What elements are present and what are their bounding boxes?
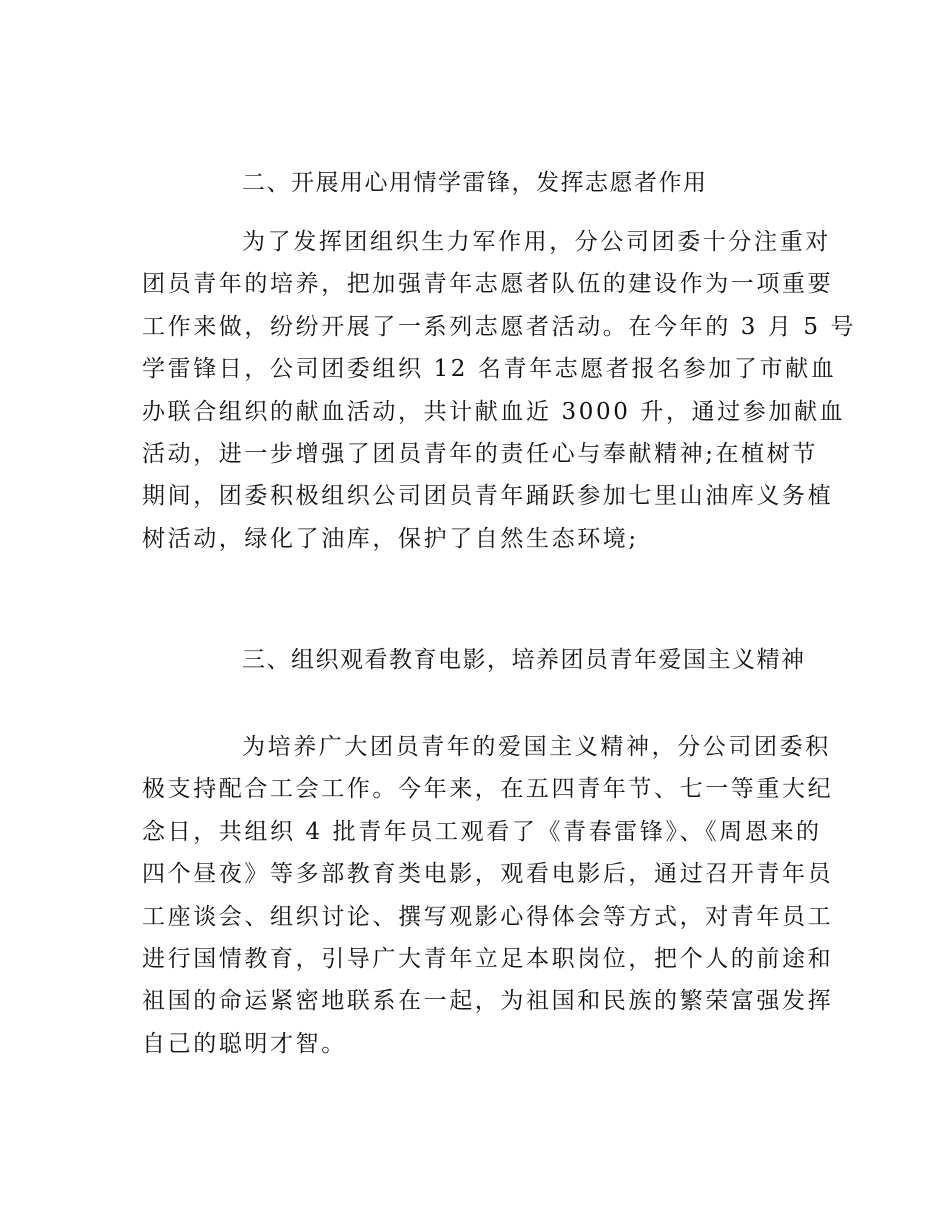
paragraph-line: 念日，共组织 4 批青年员工观看了《青春雷锋》、《周恩来的 (142, 818, 822, 845)
paragraph-line: 学雷锋日，公司团委组织 12 名青年志愿者报名参加了市献血 (142, 356, 837, 383)
paragraph-line: 团员青年的培养，把加强青年志愿者队伍的建设作为一项重要 (142, 271, 834, 298)
paragraph-line: 工作来做，纷纷开展了一系列志愿者活动。在今年的 3 月 5 号 (142, 313, 857, 340)
paragraph-line: 办联合组织的献血活动，共计献血近 3000 升，通过参加献血 (142, 398, 846, 425)
paragraph-line: 为了发挥团组织生力军作用，分公司团委十分注重对 (242, 229, 831, 255)
paragraph-line: 四个昼夜》等多部教育类电影，观看电影后，通过召开青年员 (142, 861, 834, 888)
paragraph-line: 工座谈会、组织讨论、撰写观影心得体会等方式，对青年员工 (142, 903, 834, 930)
paragraph-line: 活动，进一步增强了团员青年的责任心与奉献精神;在植树节 (142, 441, 818, 468)
paragraph-line: 祖国的命运紧密地联系在一起，为祖国和民族的繁荣富强发挥 (142, 988, 834, 1015)
section-2-heading: 二、开展用心用情学雷锋，发挥志愿者作用 (242, 170, 708, 196)
section-3-paragraph (142, 726, 834, 1065)
paragraph-line: 进行国情教育，引导广大青年立足本职岗位，把个人的前途和 (142, 946, 834, 973)
section-2-paragraph (142, 221, 857, 560)
paragraph-line: 为培养广大团员青年的爱国主义精神，分公司团委积 (242, 734, 831, 760)
paragraph-line: 极支持配合工会工作。今年来，在五四青年节、七一等重大纪 (142, 776, 834, 803)
paragraph-line: 树活动，绿化了油库，保护了自然生态环境; (142, 525, 639, 552)
paragraph-line: 自己的聪明才智。 (142, 1030, 347, 1057)
paragraph-line: 期间，团委积极组织公司团员青年踊跃参加七里山油库义务植 (142, 483, 834, 510)
section-3-heading: 三、组织观看教育电影，培养团员青年爱国主义精神 (242, 647, 806, 673)
